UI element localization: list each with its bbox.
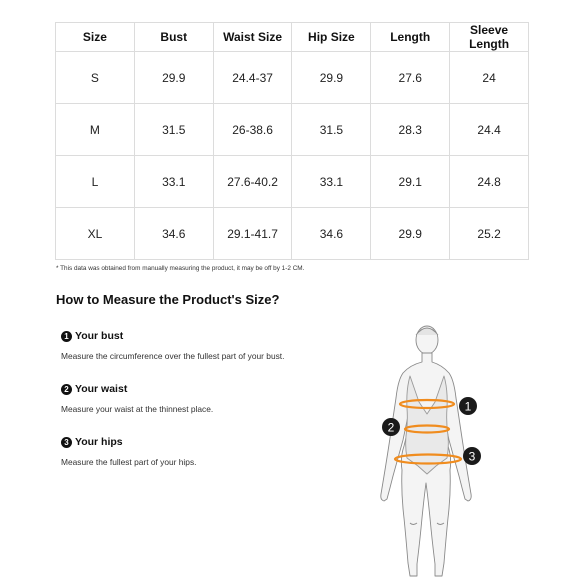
step-bust xyxy=(61,330,284,361)
step-hips-description: Measure the fullest part of your hips. xyxy=(61,457,197,467)
number-1-icon: 1 xyxy=(61,331,72,342)
header-length: Length xyxy=(371,23,450,52)
cell-length: 27.6 xyxy=(371,52,450,104)
table-row xyxy=(56,208,529,260)
cell-hip: 31.5 xyxy=(292,104,371,156)
size-chart-table xyxy=(55,22,529,260)
cell-hip: 33.1 xyxy=(292,156,371,208)
number-2-icon: 2 xyxy=(61,384,72,395)
cell-waist: 29.1-41.7 xyxy=(213,208,292,260)
cell-size: XL xyxy=(56,208,135,260)
header-sleeve-length: Sleeve Length xyxy=(450,23,529,52)
cell-sleeve: 24.4 xyxy=(450,104,529,156)
bust-marker-number: 1 xyxy=(464,399,472,414)
waist-marker xyxy=(382,418,400,436)
body-measurement-figure xyxy=(370,318,510,580)
cell-bust: 34.6 xyxy=(134,208,213,260)
bust-marker xyxy=(459,397,477,415)
cell-waist: 24.4-37 xyxy=(213,52,292,104)
step-bust-title: Your bust xyxy=(75,330,124,342)
cell-length: 29.1 xyxy=(371,156,450,208)
step-bust-title-row xyxy=(61,330,284,342)
cell-sleeve: 25.2 xyxy=(450,208,529,260)
table-row xyxy=(56,156,529,208)
cell-length: 28.3 xyxy=(371,104,450,156)
step-hips-title: Your hips xyxy=(75,436,123,448)
hip-marker xyxy=(463,447,481,465)
cell-size: L xyxy=(56,156,135,208)
table-row xyxy=(56,104,529,156)
header-waist-size: Waist Size xyxy=(213,23,292,52)
cell-length: 29.9 xyxy=(371,208,450,260)
cell-bust: 29.9 xyxy=(134,52,213,104)
step-waist-title: Your waist xyxy=(75,383,128,395)
cell-waist: 26-38.6 xyxy=(213,104,292,156)
step-hips-title-row xyxy=(61,436,196,448)
cell-waist: 27.6-40.2 xyxy=(213,156,292,208)
step-hips xyxy=(61,436,196,467)
body-silhouette-icon xyxy=(381,326,471,576)
cell-size: S xyxy=(56,52,135,104)
step-waist-title-row xyxy=(61,383,213,395)
table-row xyxy=(56,52,529,104)
header-hip-size: Hip Size xyxy=(292,23,371,52)
table-header-row xyxy=(56,23,529,52)
measurement-note: * This data was obtained from manually measuring the product, it may be off by 1-2 CM. xyxy=(56,265,305,272)
cell-bust: 31.5 xyxy=(134,104,213,156)
cell-size: M xyxy=(56,104,135,156)
number-3-icon: 3 xyxy=(61,437,72,448)
header-size: Size xyxy=(56,23,135,52)
header-bust: Bust xyxy=(134,23,213,52)
cell-sleeve: 24 xyxy=(450,52,529,104)
how-to-measure-heading: How to Measure the Product's Size? xyxy=(56,292,280,307)
step-waist xyxy=(61,383,213,414)
cell-hip: 34.6 xyxy=(292,208,371,260)
step-waist-description: Measure your waist at the thinnest place. xyxy=(61,404,214,414)
step-bust-description: Measure the circumference over the fullest part of your bust. xyxy=(61,351,285,361)
cell-sleeve: 24.8 xyxy=(450,156,529,208)
waist-marker-number: 2 xyxy=(387,420,395,435)
hip-marker-number: 3 xyxy=(468,449,476,464)
cell-bust: 33.1 xyxy=(134,156,213,208)
cell-hip: 29.9 xyxy=(292,52,371,104)
